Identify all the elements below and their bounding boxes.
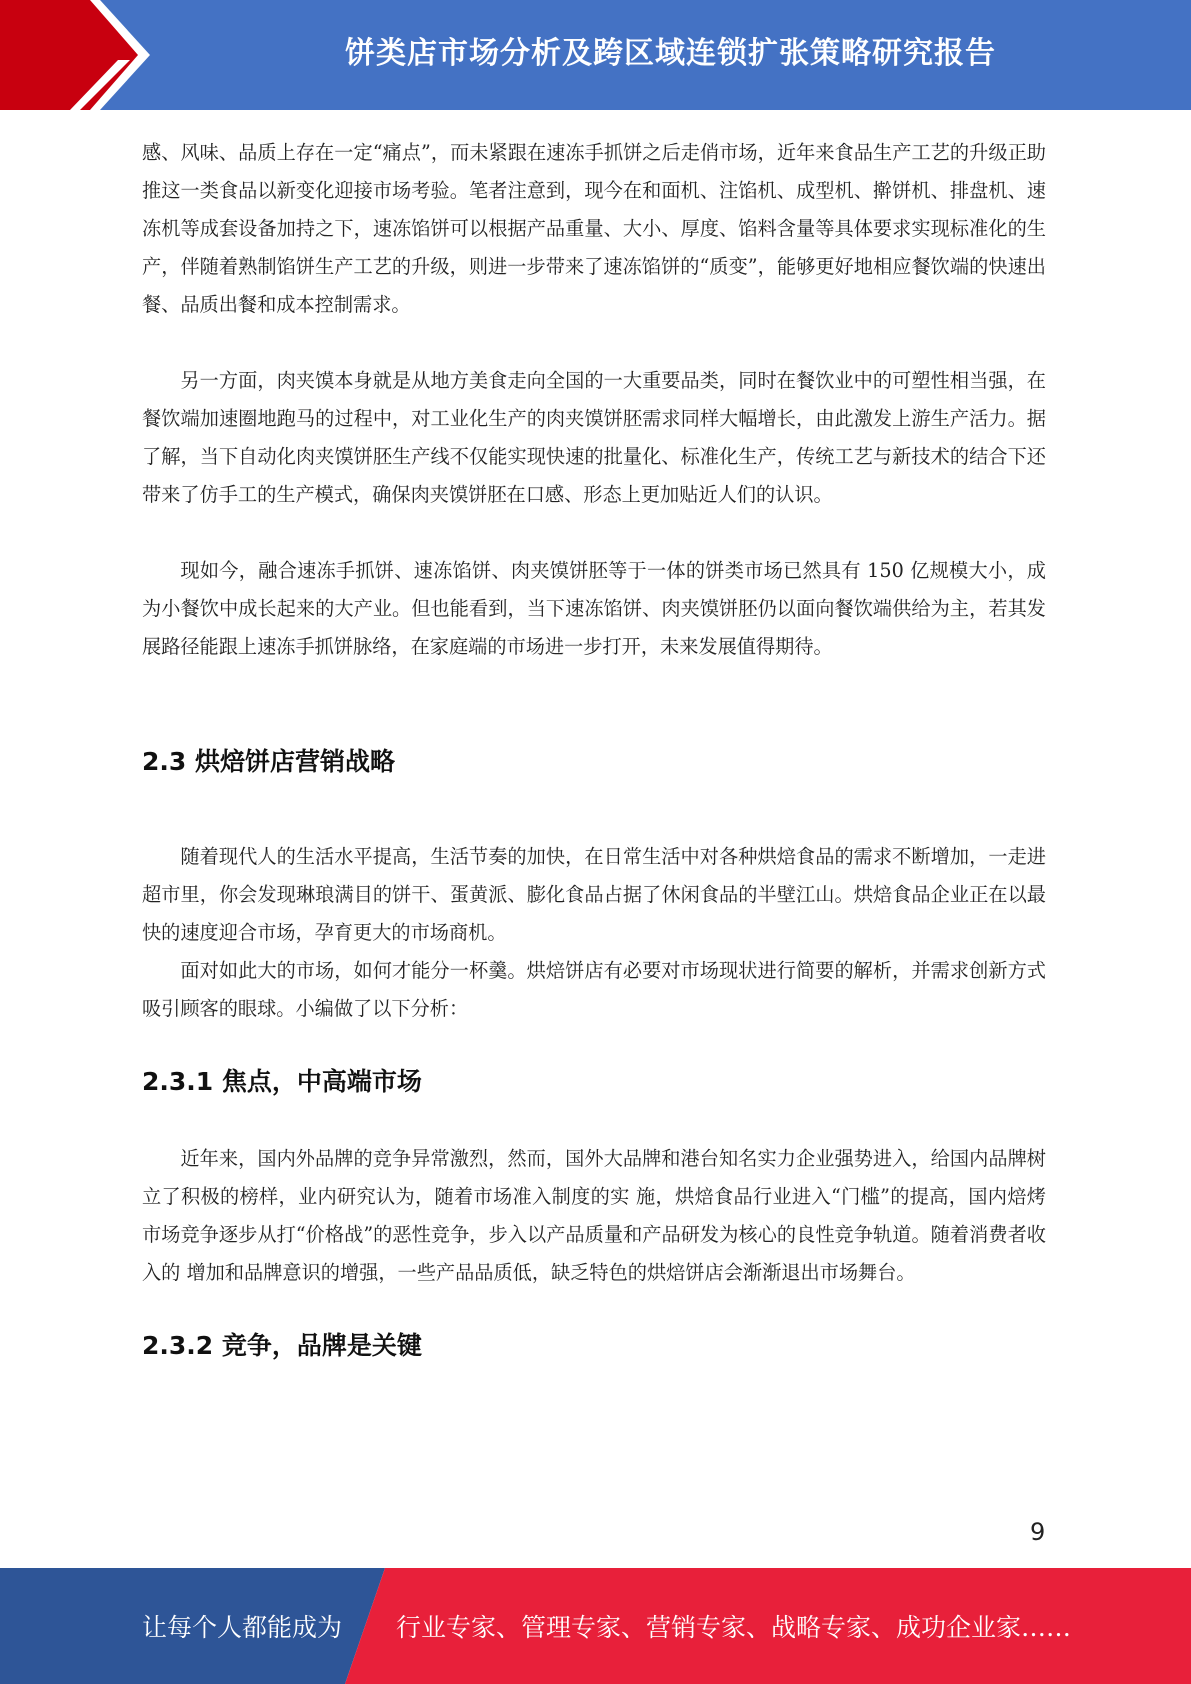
section-heading-2-3-2: 2.3.2 竞争，品牌是关键 xyxy=(142,1331,422,1360)
footer-slogan-left: 让每个人都能成为 xyxy=(142,1613,343,1642)
document-body xyxy=(142,134,1046,1362)
page-header xyxy=(0,0,1191,110)
paragraph-roujiamo: 另一方面，肉夹馍本身就是从地方美食走向全国的一大重要品类，同时在餐饮业中的可塑性相当强，在餐饮端加速圈地跑马的过程中，对工业化生产的肉夹馍饼胚需求同样大幅增长，由此激发上游生产活力。据了解，当下自动化肉夹馍饼胚生产线不仅能实现快速的批量化、标准化生产，传统工艺与新技术的结合下还带来了仿手工的生产模式，确保肉夹馍饼胚在口感、形态上更加贴近人们的认识。 xyxy=(142,369,1046,506)
footer-slogan-right: 行业专家、管理专家、营销专家、战略专家、成功企业家…… xyxy=(396,1613,1072,1642)
paragraph-baking-demand: 随着现代人的生活水平提高，生活节奏的加快，在日常生活中对各种烘焙食品的需求不断增加，一走进超市里，你会发现琳琅满目的饼干、蛋黄派、膨化食品占据了休闲食品的半壁江山。烘焙食品企业正在以最快的速度迎合市场，孕育更大的市场商机。 xyxy=(142,845,1046,944)
section-heading-2-3: 2.3 烘焙饼店营销战略 xyxy=(142,747,395,776)
paragraph-market-size: 现如今，融合速冻手抓饼、速冻馅饼、肉夹馍饼胚等于一体的饼类市场已然具有 150 亿规模大小，成为小餐饮中成长起来的大产业。但也能看到，当下速冻馅饼、肉夹馍饼胚仍以面向餐饮端供给为主，若其发展路径能跟上速冻手抓饼脉络，在家庭端的市场进一步打开，未来发展值得期待。 xyxy=(142,559,1046,658)
section-heading-2-3-1: 2.3.1 焦点，中高端市场 xyxy=(142,1067,422,1096)
paragraph-continued: 感、风味、品质上存在一定“痛点”，而未紧跟在速冻手抓饼之后走俏市场，近年来食品生产工艺的升级正助推这一类食品以新变化迎接市场考验。笔者注意到，现今在和面机、注馅机、成型机、擀饼机、排盘机、速冻机等成套设备加持之下，速冻馅饼可以根据产品重量、大小、厚度、馅料含量等具体要求实现标准化的生产，伴随着熟制馅饼生产工艺的升级，则进一步带来了速冻馅饼的“质变”，能够更好地相应餐饮端的快速出餐、品质出餐和成本控制需求。 xyxy=(142,141,1046,316)
page-number: 9 xyxy=(1030,1518,1046,1546)
document-title: 饼类店市场分析及跨区域连锁扩张策略研究报告 xyxy=(345,36,996,71)
paragraph-brand-competition: 近年来，国内外品牌的竞争异常激烈，然而，国外大品牌和港台知名实力企业强势进入，给国内品牌树立了积极的榜样，业内研究认为，随着市场准入制度的实 施，烘焙食品行业进入“门槛”的提高，国内焙烤市场竞争逐步从打“价格战”的恶性竞争，步入以产品质量和产品研发为核心的良性竞争轨道。随着消费者收入的 增加和品牌意识的增强，一些产品品质低，缺乏特色的烘焙饼店会渐渐退出市场舞台。 xyxy=(142,1147,1046,1284)
page-footer xyxy=(0,1568,1191,1684)
paragraph-analysis-intro: 面对如此大的市场，如何才能分一杯羹。烘焙饼店有必要对市场现状进行简要的解析，并需求创新方式吸引顾客的眼球。小编做了以下分析： xyxy=(142,959,1046,1020)
